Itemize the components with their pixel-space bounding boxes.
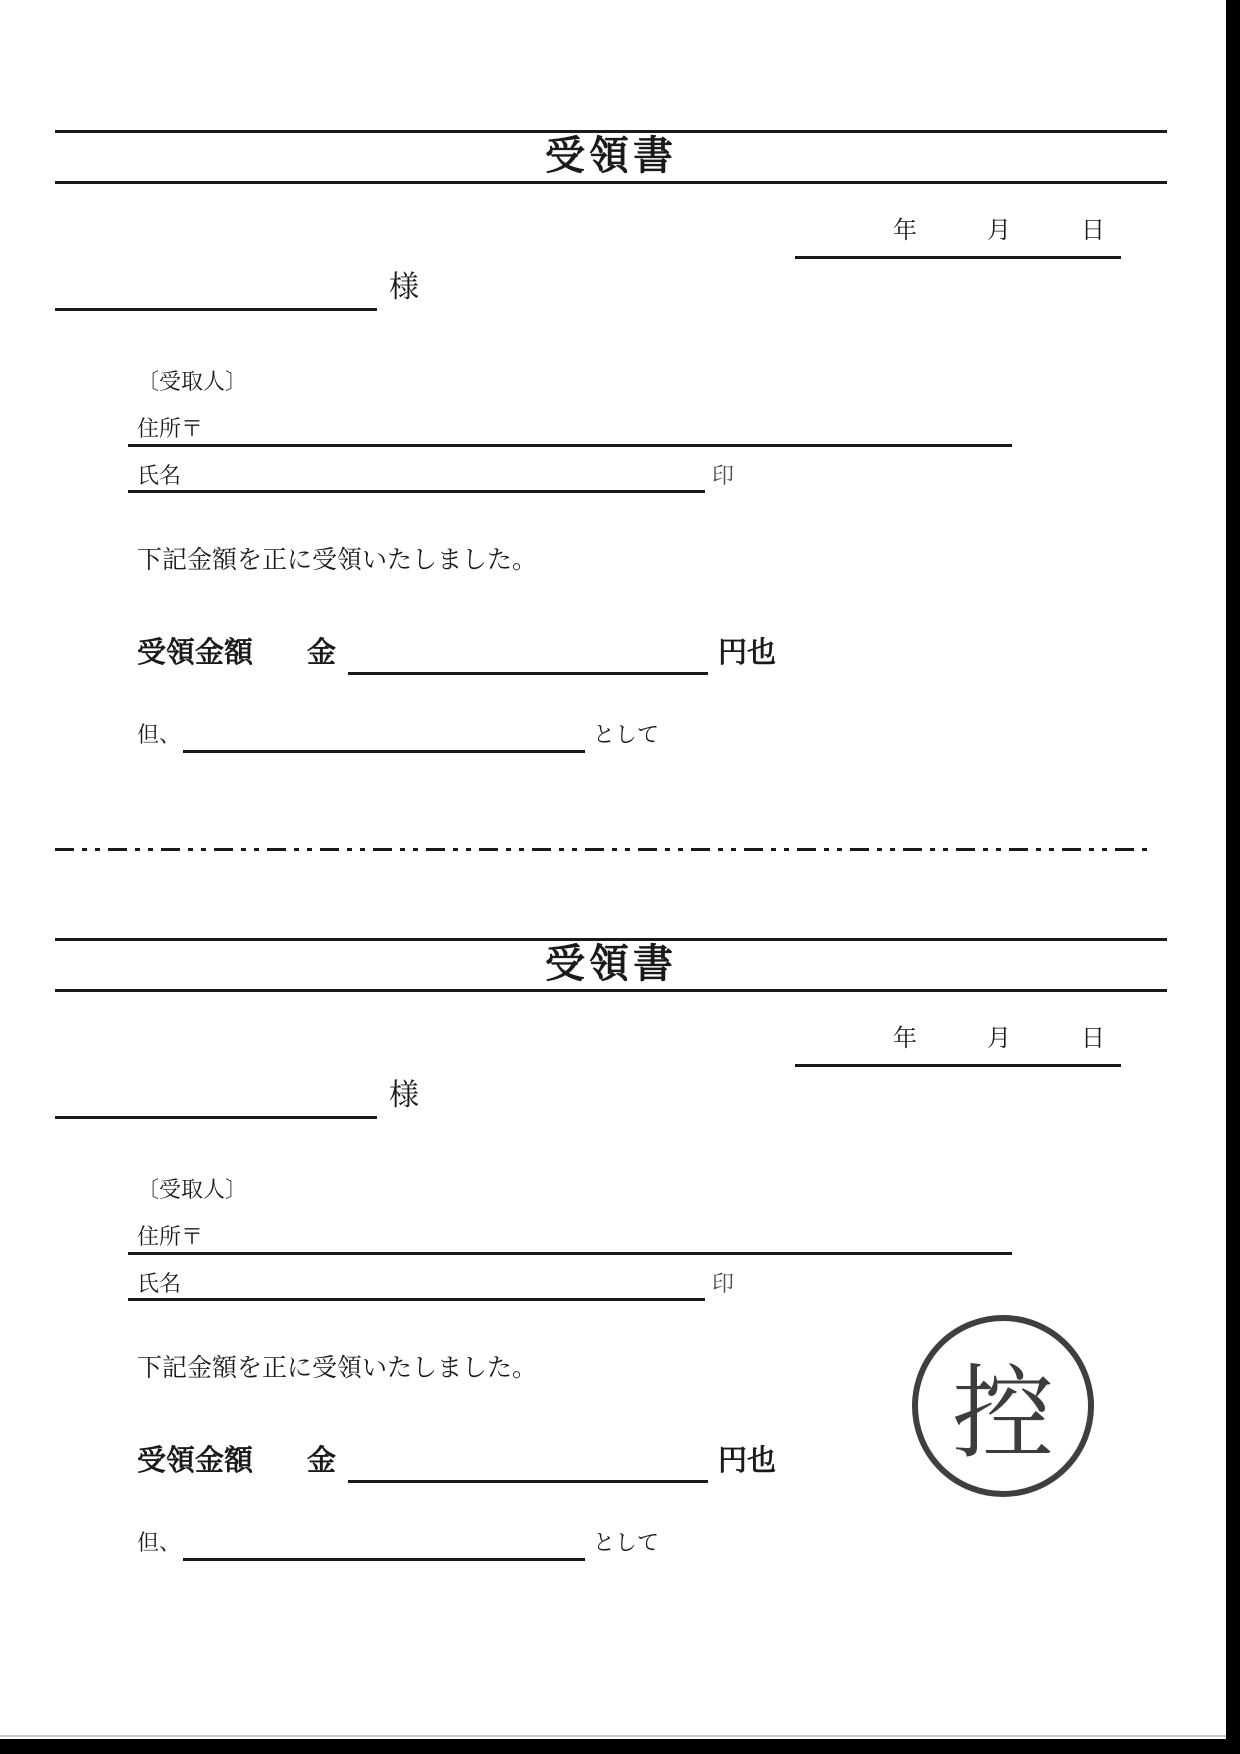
addressee-row — [55, 262, 419, 311]
receipt-statement: 下記金額を正に受領いたしました。 — [137, 546, 538, 574]
title-rule-bottom — [55, 181, 1167, 184]
form-title: 受領書 — [545, 134, 677, 178]
address-field[interactable] — [128, 444, 1012, 447]
receipt-form-copy — [0, 918, 1226, 1618]
form-title: 受領書 — [545, 942, 677, 986]
proviso-field[interactable] — [183, 1522, 585, 1561]
receipt-form-original — [0, 110, 1226, 810]
proviso-suffix-label: として — [593, 722, 660, 747]
amount-suffix-label: 円也 — [718, 1445, 777, 1477]
seal-label: 印 — [712, 1271, 735, 1296]
address-label: 住所〒 — [137, 416, 204, 441]
addressee-row — [55, 1070, 419, 1119]
bottom-hairline — [0, 1735, 1240, 1737]
amount-field[interactable] — [348, 628, 708, 675]
amount-row — [137, 1436, 776, 1483]
amount-label: 受領金額 — [137, 1445, 254, 1477]
right-edge-bar — [1226, 0, 1240, 1754]
title-rule-bottom — [55, 989, 1167, 992]
name-field[interactable] — [128, 490, 705, 493]
recipient-label: 〔受取人〕 — [137, 369, 248, 394]
address-label: 住所〒 — [137, 1224, 204, 1249]
cut-line — [55, 848, 1150, 851]
name-label: 氏名 — [137, 463, 182, 488]
title-rule-top — [55, 938, 1167, 941]
seal-label: 印 — [712, 463, 735, 488]
date-field[interactable] — [795, 216, 1121, 259]
name-label: 氏名 — [137, 1271, 182, 1296]
year-label: 年 — [893, 217, 917, 244]
proviso-suffix-label: として — [593, 1530, 660, 1555]
addressee-suffix-label: 様 — [389, 271, 419, 304]
amount-prefix-label: 金 — [307, 637, 337, 669]
title-rule-top — [55, 130, 1167, 133]
month-label: 月 — [987, 217, 1011, 244]
month-label: 月 — [987, 1025, 1011, 1052]
amount-row — [137, 628, 776, 675]
addressee-suffix-label: 様 — [389, 1079, 419, 1112]
proviso-field[interactable] — [183, 714, 585, 753]
addressee-field[interactable] — [55, 262, 377, 311]
day-label: 日 — [1081, 1025, 1105, 1052]
name-field[interactable] — [128, 1298, 705, 1301]
address-field[interactable] — [128, 1252, 1012, 1255]
copy-stamp: 控 — [912, 1315, 1094, 1497]
amount-prefix-label: 金 — [307, 1445, 337, 1477]
amount-field[interactable] — [348, 1436, 708, 1483]
date-field[interactable] — [795, 1024, 1121, 1067]
proviso-row — [137, 1522, 659, 1561]
addressee-field[interactable] — [55, 1070, 377, 1119]
year-label: 年 — [893, 1025, 917, 1052]
amount-label: 受領金額 — [137, 637, 254, 669]
recipient-label: 〔受取人〕 — [137, 1177, 248, 1202]
bottom-edge-bar — [0, 1739, 1240, 1754]
day-label: 日 — [1081, 217, 1105, 244]
proviso-label: 但、 — [137, 1530, 182, 1555]
proviso-row — [137, 714, 659, 753]
receipt-statement: 下記金額を正に受領いたしました。 — [137, 1354, 538, 1382]
amount-suffix-label: 円也 — [718, 637, 777, 669]
proviso-label: 但、 — [137, 722, 182, 747]
